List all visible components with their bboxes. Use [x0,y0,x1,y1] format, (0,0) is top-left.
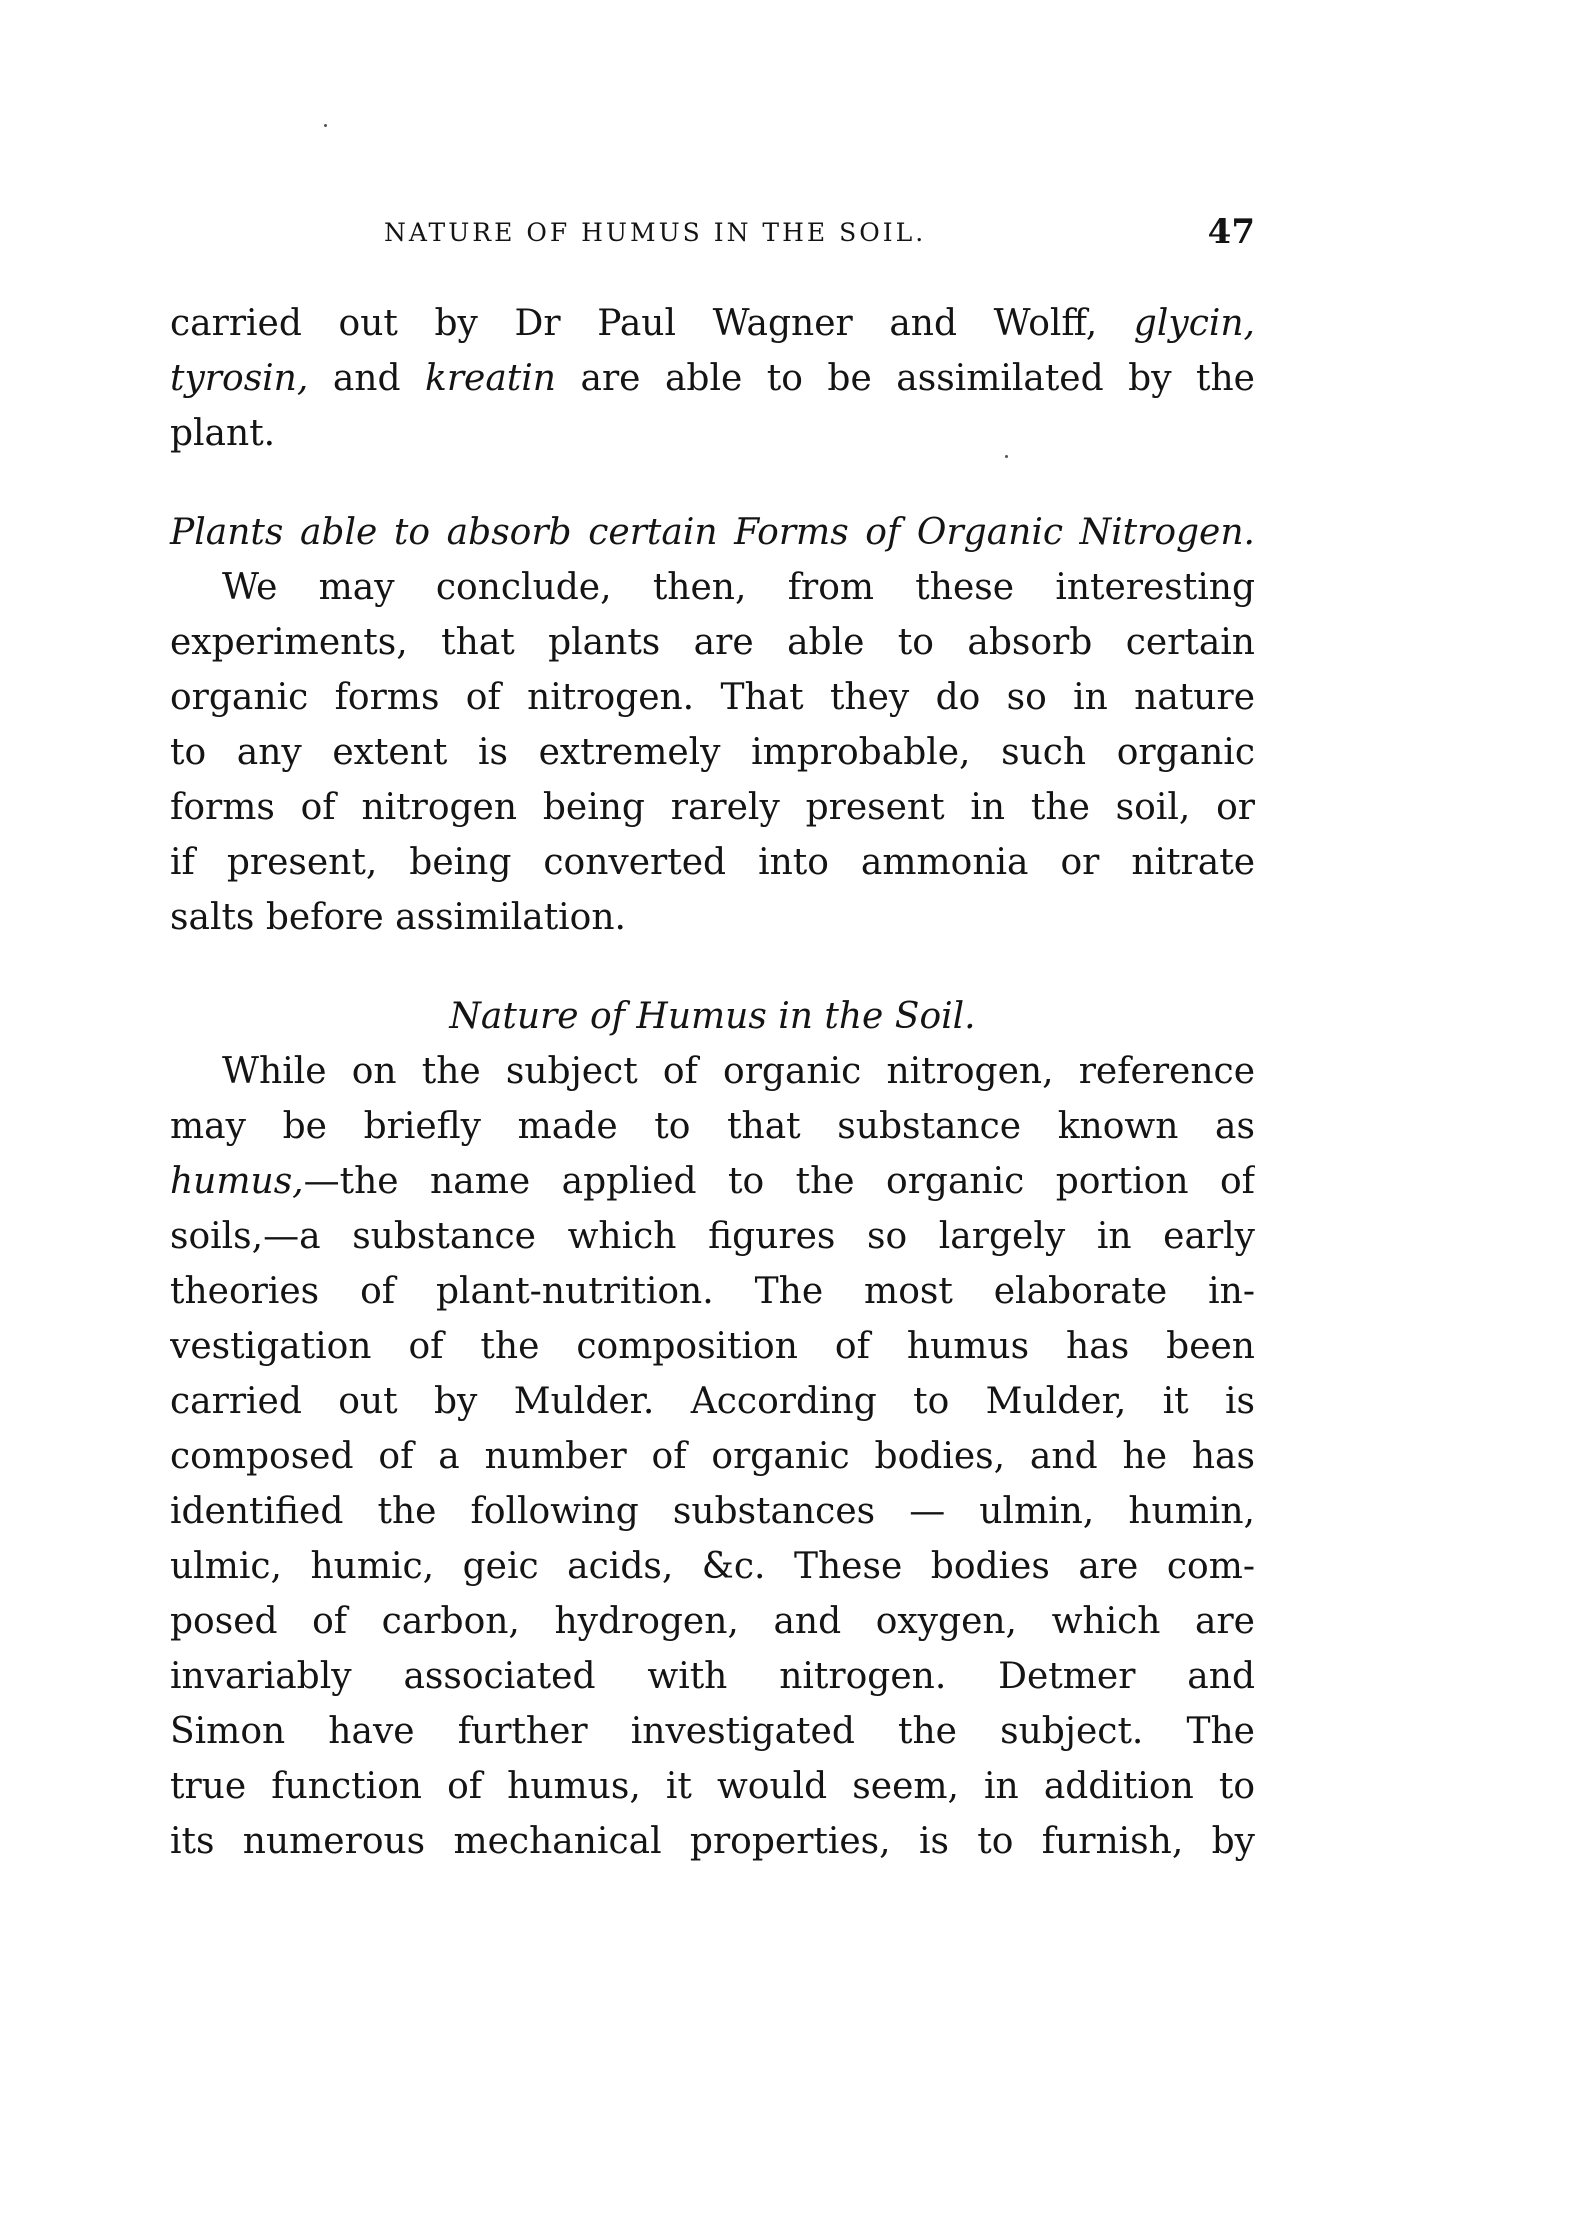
running-title: NATURE OF HUMUS IN THE SOIL. [384,218,927,247]
paragraph-line: if present, being converted into ammonia or nitrate [170,842,1255,883]
page-number: 47 [1207,212,1255,252]
paragraph-line: its numerous mechanical properties, is to furnish, by [170,1821,1255,1862]
paragraph-line: identified the following substances — ulmin, humin, [170,1491,1255,1532]
paragraph-line: experiments, that plants are able to absorb certain [170,622,1255,663]
paragraph-line: humus,—the name applied to the organic portion of [170,1161,1255,1202]
paragraph-line: ulmic, humic, geic acids, &c. These bodies are com- [170,1546,1255,1587]
running-head [170,212,1255,262]
paragraph-line: plant. [170,413,276,454]
section-heading: Nature of Humus in the Soil. [449,996,976,1037]
paragraph-line: While on the subject of organic nitrogen, reference [222,1051,1255,1092]
paragraph-line: Simon have further investigated the subject. The [170,1711,1255,1752]
paragraph-line: to any extent is extremely improbable, such organic [170,732,1255,773]
paragraph-line: true function of humus, it would seem, in addition to [170,1766,1255,1807]
paragraph-line: tyrosin, and kreatin are able to be assimilated by the [170,358,1255,399]
paragraph-line: carried out by Mulder. According to Mulder, it is [170,1381,1255,1422]
paragraph-line: vestigation of the composition of humus has been [170,1326,1255,1367]
section-heading: Plants able to absorb certain Forms of Organic Nitrogen. [170,512,1255,553]
paragraph-line: soils,—a substance which figures so largely in early [170,1216,1255,1257]
paragraph-line: We may conclude, then, from these interesting [222,567,1255,608]
paragraph-line: salts before assimilation. [170,897,626,938]
paragraph-line: organic forms of nitrogen. That they do so in nature [170,677,1255,718]
paragraph-line: posed of carbon, hydrogen, and oxygen, which are [170,1601,1255,1642]
paragraph-line: may be briefly made to that substance known as [170,1106,1255,1147]
paragraph-line: carried out by Dr Paul Wagner and Wolff, glycin, [170,303,1255,344]
paragraph-line: invariably associated with nitrogen. Detmer and [170,1656,1255,1697]
print-speck [324,124,327,127]
paragraph-line: theories of plant-nutrition. The most elaborate in- [170,1271,1255,1312]
paragraph-line: forms of nitrogen being rarely present in the soil, or [170,787,1255,828]
paragraph-line: composed of a number of organic bodies, and he has [170,1436,1255,1477]
body-text [170,296,1255,1869]
